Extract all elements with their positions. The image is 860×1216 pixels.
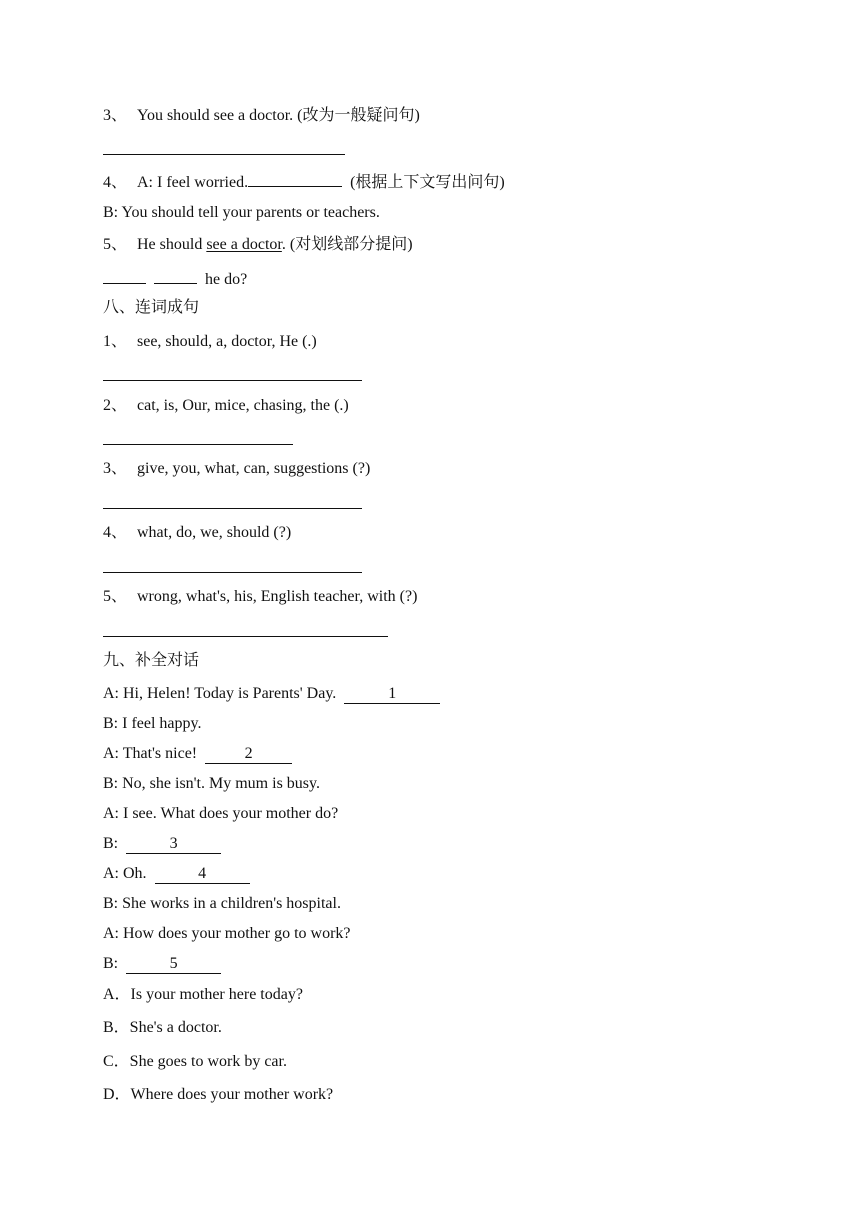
option-b: B．She's a doctor. xyxy=(103,1019,222,1036)
dialogue-text: B: xyxy=(103,835,119,852)
question-8-1 xyxy=(103,332,317,352)
answer-blank[interactable]: 1 xyxy=(344,685,440,704)
question-text: give, you, what, can, suggestions (?) xyxy=(137,460,371,477)
answer-blank[interactable]: 2 xyxy=(205,745,292,764)
question-number: 4、 xyxy=(103,524,128,541)
question-7-5-answer xyxy=(103,267,247,290)
answer-blank[interactable]: 4 xyxy=(155,865,250,884)
section-9-heading: 九、补全对话 xyxy=(103,652,200,669)
answer-line[interactable] xyxy=(103,380,362,381)
dialogue-line: A: I see. What does your mother do? xyxy=(103,805,339,822)
question-number: 2、 xyxy=(103,397,128,414)
dialogue-line: B: She works in a children's hospital. xyxy=(103,895,341,912)
dialogue-text: A: Oh. xyxy=(103,865,147,882)
question-8-2 xyxy=(103,396,349,416)
question-text: wrong, what's, his, English teacher, with (?) xyxy=(137,588,418,605)
option-d: D．Where does your mother work? xyxy=(103,1086,334,1103)
dialogue-line xyxy=(103,684,440,704)
question-number: 1、 xyxy=(103,333,128,350)
question-8-5 xyxy=(103,587,417,607)
answer-line[interactable] xyxy=(103,154,345,155)
question-text: You should see a doctor. (改为一般疑问句) xyxy=(137,107,420,124)
underlined-phrase: see a doctor xyxy=(206,236,282,253)
dialogue-line: A: How does your mother go to work? xyxy=(103,925,351,942)
answer-line[interactable] xyxy=(103,572,362,573)
question-number: 4、 xyxy=(103,174,128,191)
question-number: 5、 xyxy=(103,236,128,253)
dialogue-line xyxy=(103,834,221,854)
option-c: C．She goes to work by car. xyxy=(103,1053,287,1070)
dialogue-line: B: No, she isn't. My mum is busy. xyxy=(103,775,320,792)
dialogue-text: A: Hi, Helen! Today is Parents' Day. xyxy=(103,685,337,702)
dialogue-text: B: xyxy=(103,955,119,972)
option-a: A．Is your mother here today? xyxy=(103,986,303,1003)
question-number: 3、 xyxy=(103,460,128,477)
question-number: 5、 xyxy=(103,588,128,605)
answer-blank[interactable]: 5 xyxy=(126,955,221,974)
dialogue-line: B: I feel happy. xyxy=(103,715,202,732)
answer-tail: he do? xyxy=(205,271,248,288)
dialogue-text: A: That's nice! xyxy=(103,745,198,762)
question-text: what, do, we, should (?) xyxy=(137,524,292,541)
section-8-heading: 八、连词成句 xyxy=(103,299,200,316)
answer-blank[interactable] xyxy=(103,267,146,284)
dialogue-line xyxy=(103,744,292,764)
answer-blank[interactable] xyxy=(248,170,342,187)
question-7-4-reply: B: You should tell your parents or teachers. xyxy=(103,204,380,221)
dialogue-line xyxy=(103,954,221,974)
question-instruction: (根据上下文写出问句) xyxy=(350,174,505,191)
question-number: 3、 xyxy=(103,107,128,124)
question-7-5 xyxy=(103,235,413,255)
question-7-4 xyxy=(103,170,505,193)
answer-blank[interactable] xyxy=(154,267,197,284)
question-instruction: . (对划线部分提问) xyxy=(281,236,413,253)
question-8-4 xyxy=(103,523,291,543)
question-7-3 xyxy=(103,106,420,126)
answer-line[interactable] xyxy=(103,508,362,509)
question-text: see, should, a, doctor, He (.) xyxy=(137,333,317,350)
answer-line[interactable] xyxy=(103,444,293,445)
answer-blank[interactable]: 3 xyxy=(126,835,221,854)
question-text: A: I feel worried. xyxy=(137,174,249,191)
dialogue-line xyxy=(103,864,250,884)
answer-line[interactable] xyxy=(103,636,388,637)
question-text: cat, is, Our, mice, chasing, the (.) xyxy=(137,397,349,414)
question-8-3 xyxy=(103,459,370,479)
question-text: He should xyxy=(137,236,207,253)
